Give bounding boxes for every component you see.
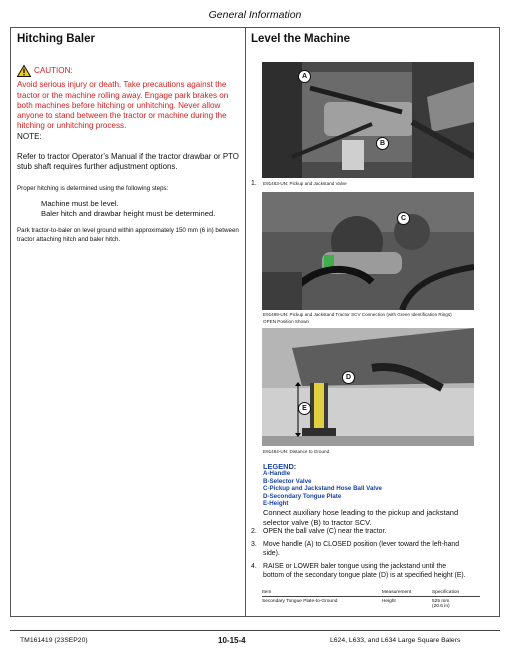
step-2-text: OPEN the ball valve (C) near the tractor. xyxy=(263,528,387,535)
left-column xyxy=(17,33,240,244)
spec-cell-item: Secondary Tongue Plate-to-Ground xyxy=(262,599,338,604)
step-2-num: 2. xyxy=(251,528,257,535)
table-row xyxy=(262,597,480,610)
requirement-height: Baler hitch and drawbar height must be determined. xyxy=(41,209,216,219)
photo-scv-connection xyxy=(262,192,474,310)
spec-cell-specification xyxy=(432,597,480,610)
legend-heading: LEGEND: xyxy=(263,462,297,471)
caution-label xyxy=(17,65,73,77)
legend-item-d: D-Secondary Tongue Plate xyxy=(263,492,342,500)
callout-c: C xyxy=(397,212,410,225)
step-4-num: 4. xyxy=(251,563,257,570)
park-tractor-text: Park tractor-to-baler on level ground within approximately 150 mm (6 in) between tractor attaching hitch and baler hitch. xyxy=(17,227,239,243)
requirement-level: Machine must be level. xyxy=(41,199,119,209)
page-header-title: General Information xyxy=(208,9,302,21)
legend-item-e: E-Height xyxy=(263,500,289,508)
caution-text: Avoid serious injury or death. Take precautions against the tractor or the machine rolling away. Engage park brakes on both machines before hitching or unhitching. Never allow anyone to stand between the tractor or machine during the hitching or unhitching process. xyxy=(17,80,229,131)
section-title-level: Level the Machine xyxy=(251,33,351,45)
caution-block xyxy=(17,65,240,142)
footer-rule xyxy=(10,630,500,631)
step-3 xyxy=(251,541,468,558)
legend-item-a: A-Handle xyxy=(263,470,291,478)
photo-distance-to-ground xyxy=(262,328,474,446)
connect-hose-text: Connect auxiliary hose leading to the pickup and jackstand selector valve (B) to tractor SCV. xyxy=(263,508,459,527)
note-label: NOTE: xyxy=(17,131,42,141)
spec-header-measurement: Measurement xyxy=(382,590,432,597)
footer-doc-id: TM161419 (23SEP20) xyxy=(20,637,88,644)
photo-pickup-jackstand-valve xyxy=(262,62,474,178)
valve-photo-illustration xyxy=(262,62,474,178)
footer-product-name: L624, L633, and L634 Large Square Balers xyxy=(330,637,461,644)
proper-hitching-text: Proper hitching is determined using the following steps: xyxy=(17,184,169,192)
callout-d: D xyxy=(342,371,355,384)
fig1-caption: E91463-UN: Pickup and Jackstand Valve xyxy=(263,181,347,186)
spec-table xyxy=(262,590,480,609)
warning-triangle-icon xyxy=(17,65,31,77)
caution-label-text: CAUTION: xyxy=(34,65,73,75)
spec-value-in: (20.6 in) xyxy=(432,604,450,609)
step-3-num: 3. xyxy=(251,541,257,548)
step-1-number xyxy=(251,180,263,189)
legend-item-c: C-Pickup and Jackstand Hose Ball Valve xyxy=(263,485,382,493)
step-4-text: RAISE or LOWER baler tongue using the jackstand until the bottom of the secondary tongue plate (D) is at specified height (E). xyxy=(263,563,466,579)
legend-item-b: B-Selector Valve xyxy=(263,477,312,485)
fig3-caption: E91484-UN: Distance to Ground xyxy=(263,449,330,454)
section-title-hitching: Hitching Baler xyxy=(17,33,95,45)
fig2-caption: E91499-UN: Pickup and Jackstand Tractor SCV Connection (with Green Identification Rings) xyxy=(263,312,452,317)
legend-block xyxy=(263,463,478,527)
step-1-num: 1. xyxy=(251,180,257,187)
spec-cell-measurement: Height xyxy=(381,599,396,604)
scv-photo-illustration xyxy=(262,192,474,310)
step-4 xyxy=(251,563,468,580)
spec-value-mm: 525 mm xyxy=(432,599,450,604)
spec-header-specification: Specification xyxy=(432,590,480,597)
callout-e: E xyxy=(298,402,311,415)
ground-photo-illustration xyxy=(262,328,474,446)
right-column-title-wrap xyxy=(251,33,496,45)
callout-b: B xyxy=(376,137,389,150)
callout-a: A xyxy=(298,70,311,83)
fig2-subcaption: OPEN Position Shown xyxy=(263,319,309,324)
step-2 xyxy=(251,528,468,537)
column-divider xyxy=(245,27,246,617)
footer-page-number: 10-15-4 xyxy=(218,636,246,645)
note-text: Refer to tractor Operator’s Manual if the tractor drawbar or PTO stub shaft requires further adjustment options. xyxy=(17,152,239,172)
step-3-text: Move handle (A) to CLOSED position (lever toward the left-hand side). xyxy=(263,541,460,557)
spec-header-item: Item xyxy=(262,590,382,597)
